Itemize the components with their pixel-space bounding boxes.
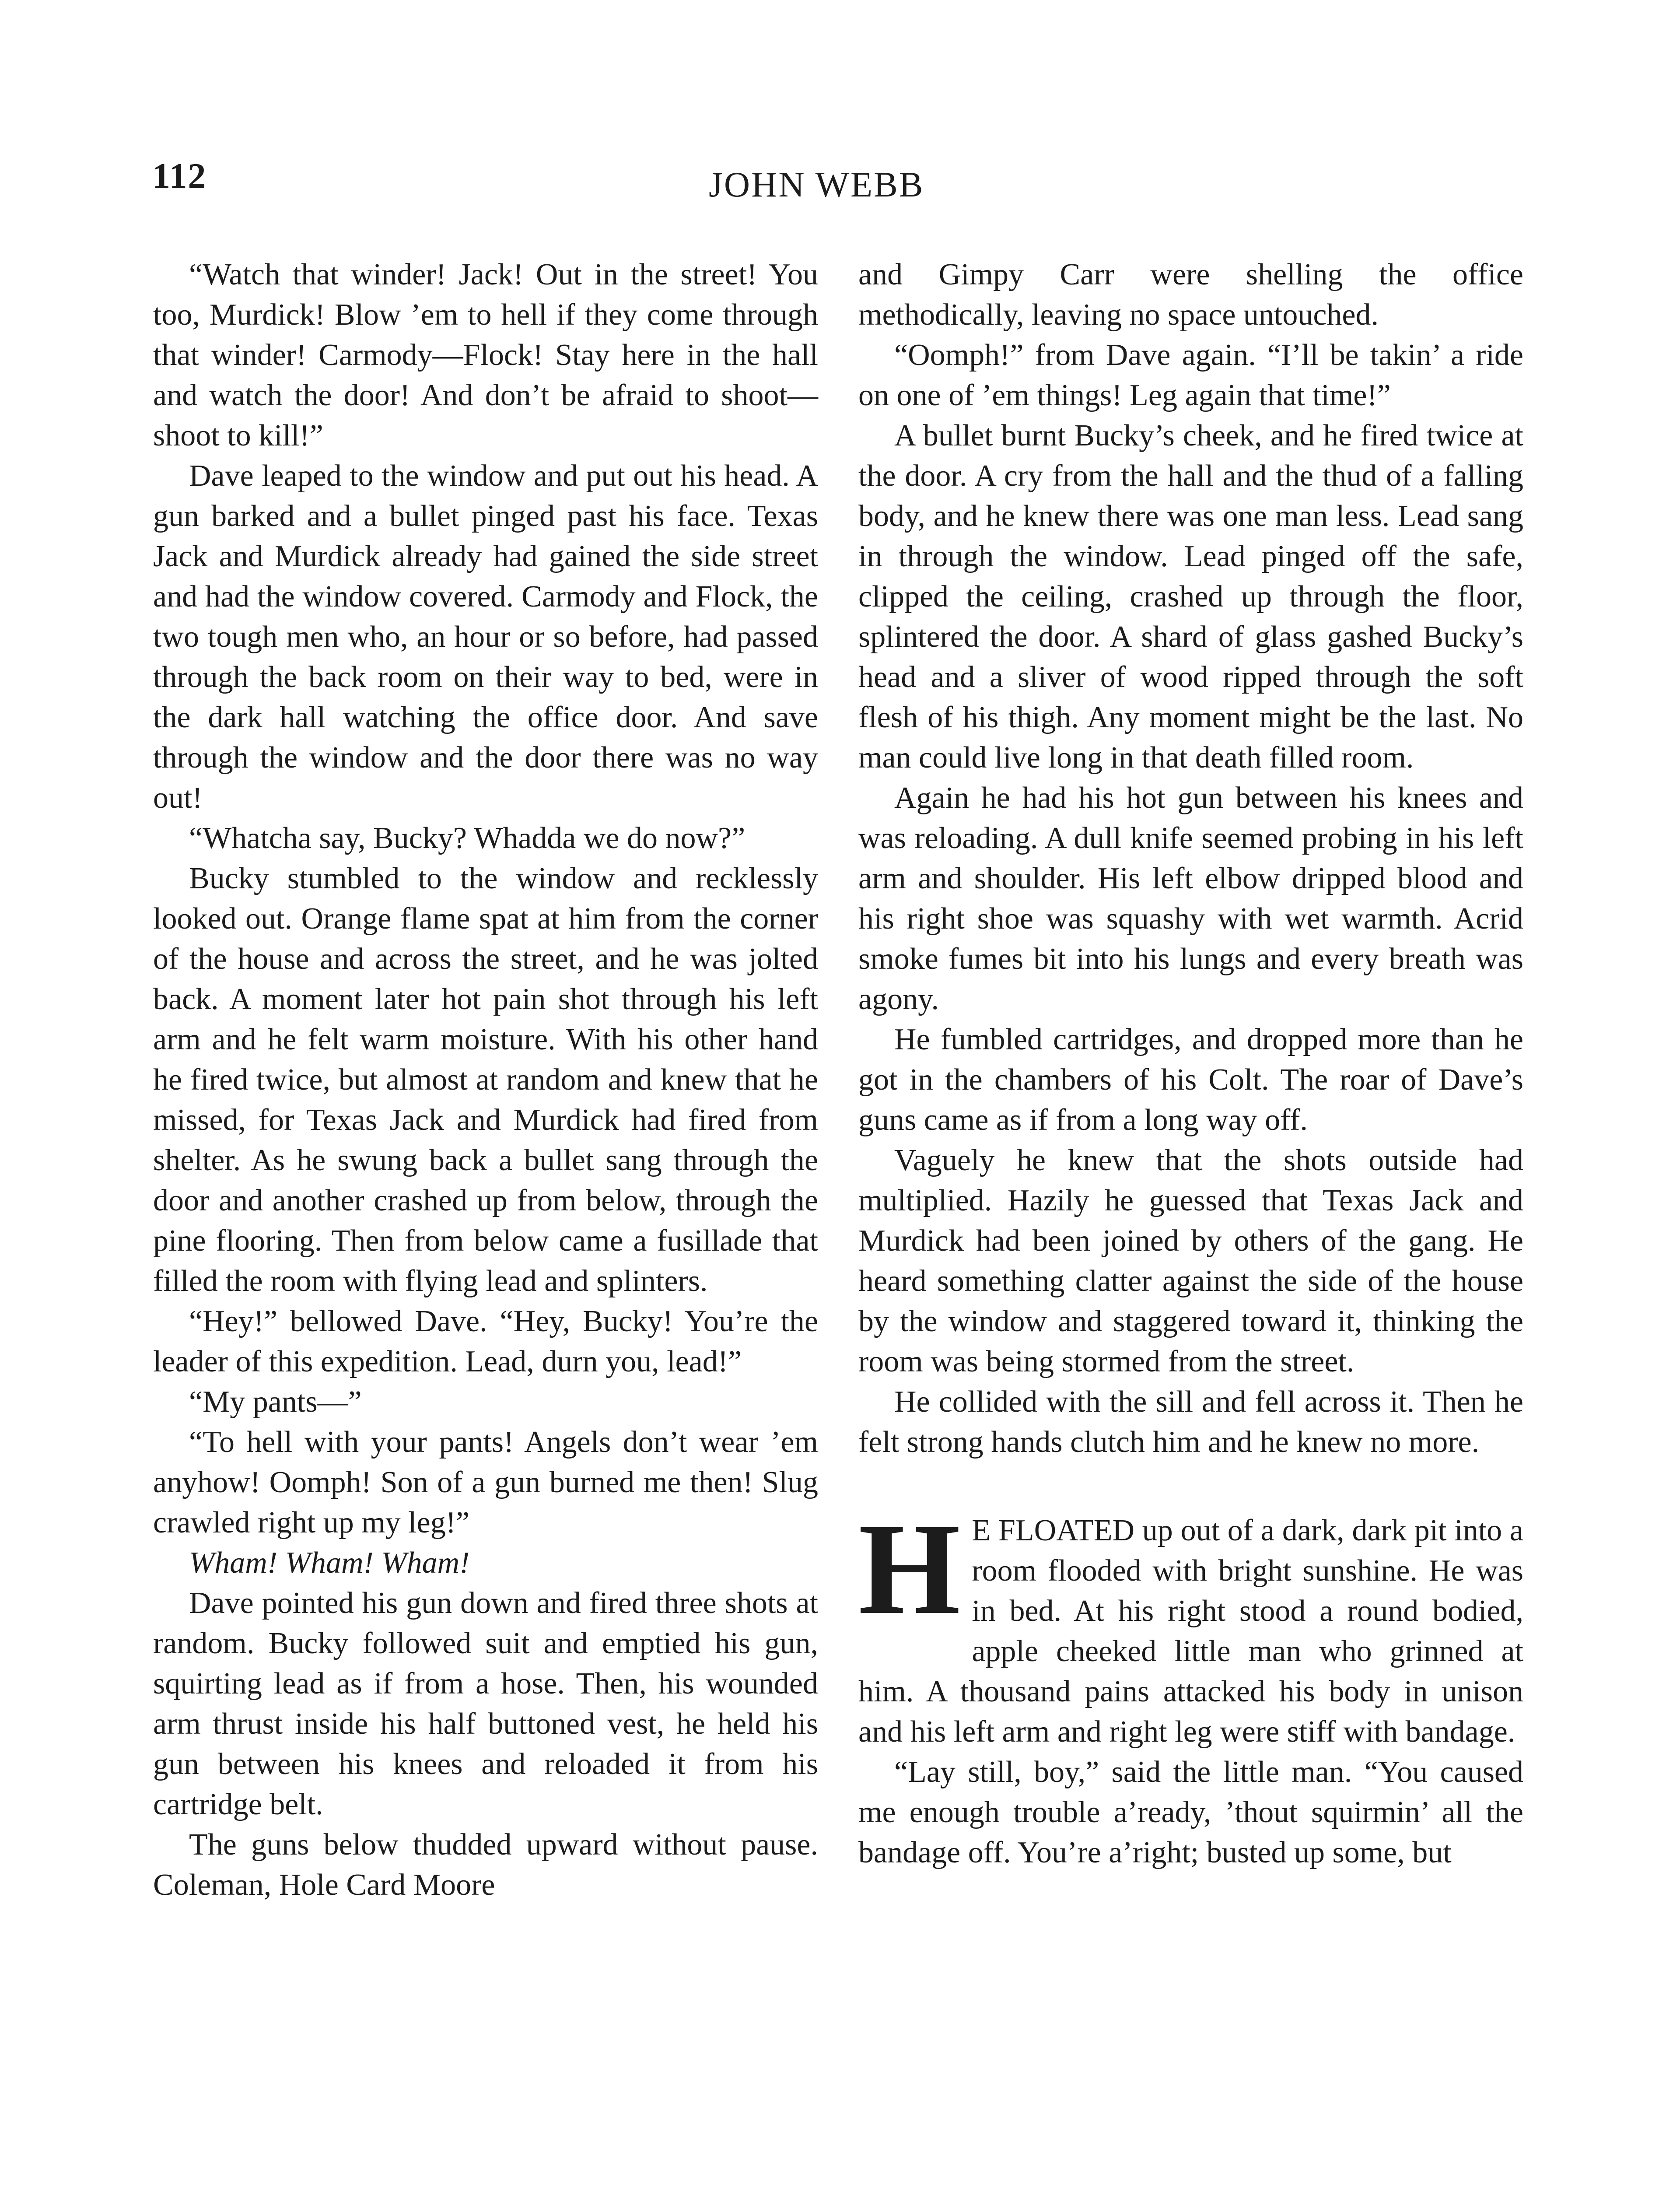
paragraph: “Hey!” bellowed Dave. “Hey, Bucky! You’re the leader of this expedition. Lead, durn you, lead!” xyxy=(153,1304,818,1378)
paragraph: Again he had his hot gun between his knees and was reloading. A dull knife seemed probing in his left arm and shoulder. His left elbow dripped blood and his right shoe was squashy with wet warmth. Acrid smoke fumes bit into his lungs and every breath was agony. xyxy=(858,781,1523,1016)
paragraph: He fumbled cartridges, and dropped more than he got in the chambers of his Colt. The roar of Dave’s guns came as if from a long way off. xyxy=(858,1023,1523,1137)
paragraph: The guns below thudded upward without pause. Coleman, Hole Card Moore xyxy=(153,1828,818,1902)
paragraph: He collided with the sill and fell across it. Then he felt strong hands clutch him and he knew no more. xyxy=(858,1385,1523,1459)
running-head: JOHN WEBB xyxy=(709,165,924,204)
paragraph-italic: Wham! Wham! Wham! xyxy=(189,1546,470,1580)
paragraph: “Oomph!” from Dave again. “I’ll be takin’ a ride on one of ’em things! Leg again that time!” xyxy=(858,338,1523,412)
left-column xyxy=(153,255,818,1905)
paragraph: Vaguely he knew that the shots outside had multiplied. Hazily he guessed that Texas Jack and Murdick had been joined by others of the gang. He heard something clatter against the side of the house by the window and staggered toward it, thinking the room was being stormed from the street. xyxy=(858,1143,1523,1378)
page-number: 112 xyxy=(152,156,207,196)
right-column xyxy=(858,255,1523,1873)
paragraph: “My pants—” xyxy=(189,1385,362,1419)
paragraph: Bucky stumbled to the window and recklessly looked out. Orange flame spat at him from the corner of the house and across the street, and he was jolted back. A moment later hot pain shot through his left arm and he felt warm moisture. With his other hand he fired twice, but almost at random and knew that he missed, for Texas Jack and Murdick had fired from shelter. As he swung back a bullet sang through the door and another crashed up from below, through the pine flooring. Then from below came a fusillade that filled the room with flying lead and splinters. xyxy=(153,862,818,1298)
paragraph: and Gimpy Carr were shelling the office methodically, leaving no space untouched. xyxy=(858,258,1523,332)
section-opening-paragraph xyxy=(858,1496,1523,1752)
paragraph: “Lay still, boy,” said the little man. “You caused me enough trouble a’ready, ’thout squirmin’ all the bandage off. You’re a’right; busted up some, but xyxy=(858,1755,1523,1869)
paragraph: “Whatcha say, Bucky? Whadda we do now?” xyxy=(189,821,746,855)
section-opening-text: E FLOATED up out of a dark, dark pit into a room flooded with bright sunshine. He was in bed. At his right stood a round bodied, apple cheeked little man who grinned at him. A thousand pains attacked his body in unison and his left arm and right leg were stiff with bandage. xyxy=(858,1514,1523,1749)
paragraph: Dave pointed his gun down and fired three shots at random. Bucky followed suit and emptied his gun, squirting lead as if from a hose. Then, his wounded arm thrust inside his half buttoned vest, he held his gun between his knees and reloaded it from his cartridge belt. xyxy=(153,1586,818,1821)
paragraph: “To hell with your pants! Angels don’t wear ’em anyhow! Oomph! Son of a gun burned me then! Slug crawled right up my leg!” xyxy=(153,1425,818,1539)
paragraph: “Watch that winder! Jack! Out in the street! You too, Murdick! Blow ’em to hell if they come through that winder! Carmody—Flock! Stay here in the hall and watch the door! And don’t be afraid to shoot—shoot to kill!” xyxy=(153,258,818,452)
paragraph: Dave leaped to the window and put out his head. A gun barked and a bullet pinged past his face. Texas Jack and Murdick already had gained the side street and had the window covered. Carmody and Flock, the two tough men who, an hour or so before, had passed through the back room on their way to bed, were in the dark hall watching the office door. And save through the window and the door there was no way out! xyxy=(153,459,818,815)
drop-cap: H xyxy=(858,1496,961,1641)
paragraph: A bullet burnt Bucky’s cheek, and he fired twice at the door. A cry from the hall and the thud of a falling body, and he knew there was one man less. Lead sang in through the window. Lead pinged off the safe, clipped the ceiling, crashed up through the floor, splintered the door. A shard of glass gashed Bucky’s head and a sliver of wood ripped through the soft flesh of his thigh. Any moment might be the last. No man could live long in that death filled room. xyxy=(858,419,1523,775)
